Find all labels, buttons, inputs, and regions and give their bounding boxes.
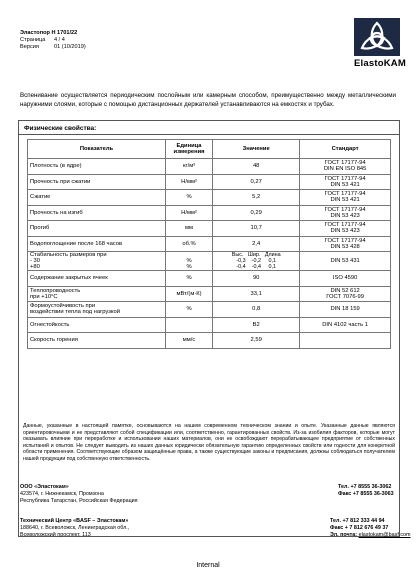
properties-table [27, 139, 391, 349]
cell-property: Скорость горения [28, 333, 166, 349]
cell-property: Формоустойчивость при воздействии тепла под нагрузкой [28, 302, 166, 318]
table-row [28, 333, 391, 349]
logo-knot-icon [354, 18, 400, 56]
table-row [28, 221, 391, 237]
tech-center-address [20, 518, 129, 540]
cell-value: 0,8 [213, 302, 300, 318]
section-divider [19, 134, 399, 135]
cell-unit: мм/с [165, 333, 212, 349]
cell-standard: ГОСТ 17177-94 DIN 53 428 [300, 236, 391, 252]
cell-unit: % [165, 190, 212, 206]
cell-unit: Н/мм² [165, 174, 212, 190]
section-title: Физические свойства: [24, 125, 97, 132]
table-row [28, 317, 391, 333]
version-label: Версия [20, 44, 39, 50]
tech-center-address-line2: Всеволожский проспект, 113 [20, 532, 91, 539]
cell-value: 10,7 [213, 221, 300, 237]
cell-unit [165, 317, 212, 333]
page-value: 4 / 4 [54, 37, 65, 43]
company-address-line2: Республика Татарстан, Российская Федерация [20, 498, 138, 505]
page-label: Страница [20, 37, 46, 43]
page-row [20, 37, 86, 44]
email-label: Эл. почта: [330, 532, 358, 539]
cell-property: Огнестойкость [28, 317, 166, 333]
cell-property: Плотность (в ядре) [28, 159, 166, 175]
cell-property: Прогиб [28, 221, 166, 237]
cell-unit: мВт/(м·К) [165, 286, 212, 302]
table-row [28, 286, 391, 302]
col-header-property: Показатель [28, 140, 166, 159]
cell-property: Сжатие [28, 190, 166, 206]
table-row [28, 271, 391, 287]
cell-unit: кг/м³ [165, 159, 212, 175]
table-row [28, 236, 391, 252]
cell-value: 48 [213, 159, 300, 175]
cell-property: Содержание закрытых ячеек [28, 271, 166, 287]
col-header-value: Значение [213, 140, 300, 159]
table-row [28, 252, 391, 271]
product-name: Эластопор Н 1701/22 [20, 30, 78, 36]
cell-value: B2 [213, 317, 300, 333]
cell-unit: Н/мм² [165, 205, 212, 221]
tech-center-fax: Факс + 7 812 676 49 37 [330, 525, 389, 532]
cell-property: Теплопроводность при +10°С [28, 286, 166, 302]
cell-value: 33,1 [213, 286, 300, 302]
cell-value: Выс. Шир. Длина -0,3 -0,2 0,1 -0,4 -0,4 0,1 [213, 252, 300, 271]
cell-property: Водопоглощение после 168 часов [28, 236, 166, 252]
tech-center-email-row [330, 532, 411, 539]
company-address-line1: 423574, г. Нижнекамск, Промзона [20, 491, 104, 498]
elastokam-logo [348, 18, 406, 70]
cell-standard: ГОСТ 17177-94 DIN 53 423 [300, 205, 391, 221]
cell-standard: ГОСТ 17177-94 DIN EN ISO 845 [300, 159, 391, 175]
cell-value: 2,4 [213, 236, 300, 252]
cell-property: Прочность на изгиб [28, 205, 166, 221]
tech-center-contacts [330, 518, 411, 540]
company-fax: Факс +7 8555 36-3063 [338, 491, 394, 498]
cell-standard: ГОСТ 17177-94 DIN 53 423 [300, 221, 391, 237]
cell-standard: ГОСТ 17177-94 DIN 53 421 [300, 174, 391, 190]
table-body [28, 159, 391, 349]
cell-standard [300, 333, 391, 349]
properties-box [18, 120, 400, 537]
cell-property: Прочность при сжатии [28, 174, 166, 190]
cell-standard: ISO 4590 [300, 271, 391, 287]
cell-standard: DIN 18 159 [300, 302, 391, 318]
cell-standard: DIN 4102 часть 1 [300, 317, 391, 333]
col-header-unit: Единица измерения [165, 140, 212, 159]
cell-value: 5,2 [213, 190, 300, 206]
intro-paragraph: Вспенивание осуществляется периодическим послойным или камерным способом, преимущественно между металлическими наружними слоями, которые с помощью дистанционных держателей устанавливаются на емкостях и трубах. [20, 92, 396, 108]
cell-property: Стабильность размеров при - 30 +80 [28, 252, 166, 271]
document-header [20, 30, 86, 51]
classification-footer: Internal [196, 562, 220, 569]
disclaimer-text: Данные, указанные в настоящей памятке, основываются на нашем современном техническом знании и опыте. Указанные данные являются ориентировочными и не представляют собой спецификации или, соответственно, гарантированных свойств. Из-за изобилия факторов, которые могут оказывать влияние при переработке и использовании наших материалов, они не освобождают перерабатывающее предприятие от собственных испытаний и опытов. Не следует выводить из наших данных юридически обязательную гарантию определенных свойств или годности для конкретной области применения. Соответствующие образом защищённые права, а также существующие законы и предписания, должны соблюдаться получателем нашей продукции под собственную ответственность. [23, 423, 395, 462]
table-header-row [28, 140, 391, 159]
tech-center-address-line1: 188640, г. Всеволожск, Ленинградская обл., [20, 525, 130, 532]
company-address [20, 484, 138, 506]
version-value: 01 (10/2019) [54, 44, 86, 50]
col-header-standard: Стандарт [300, 140, 391, 159]
cell-value: 0,27 [213, 174, 300, 190]
cell-value: 90 [213, 271, 300, 287]
cell-unit: мм [165, 221, 212, 237]
table-row [28, 174, 391, 190]
table-row [28, 205, 391, 221]
cell-unit: % [165, 271, 212, 287]
table-row [28, 159, 391, 175]
cell-unit: об.% [165, 236, 212, 252]
cell-unit: % % [165, 252, 212, 271]
table-row [28, 190, 391, 206]
tech-center-tel: Тел. +7 812 333 44 94 [330, 518, 385, 524]
cell-standard: DIN 53 431 [300, 252, 391, 271]
logo-wordmark: ElastoKAM [354, 58, 406, 69]
cell-standard: ГОСТ 17177-94 DIN 53 421 [300, 190, 391, 206]
company-tel: Тел. +7 8555 36-3062 [338, 484, 392, 490]
cell-value: 2,59 [213, 333, 300, 349]
tech-center-name: Технический Центр «BASF – Эластокам» [20, 518, 129, 524]
company-name: ООО «Эластокам» [20, 484, 69, 490]
cell-unit: % [165, 302, 212, 318]
cell-standard: DIN 52 612 ГОСТ 7076-99 [300, 286, 391, 302]
email-link[interactable]: elastokam@basf.com [358, 532, 411, 539]
company-contacts [338, 484, 394, 498]
table-row [28, 302, 391, 318]
cell-value: 0,29 [213, 205, 300, 221]
version-row [20, 44, 86, 51]
